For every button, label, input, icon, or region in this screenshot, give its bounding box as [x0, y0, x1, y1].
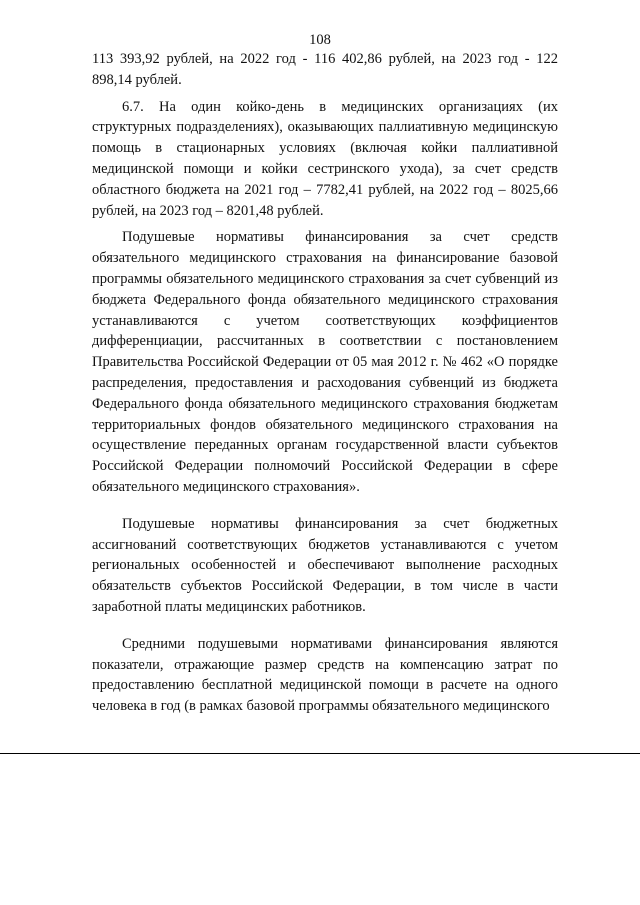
- document-body: [92, 49, 558, 733]
- paragraph-continuation: 113 393,92 рублей, на 2022 год - 116 402,86 рублей, на 2023 год - 122 898,14 рублей.: [92, 51, 558, 88]
- footer-divider: [0, 753, 640, 754]
- paragraph-oms-norms: Подушевые нормативы финансирования за счет средств обязательного медицинского страхования на финансирование базовой программы обязательного медицинского страхования за счет субвенций из бюджета Федерального фонда обязательного медицинского страхования устанавливаются с учетом соответствующих коэффициентов дифференциации, рассчитанных в соответствии с постановлением Правительства Российской Федерации от 05 мая 2012 г. № 462 «О порядке распределения, предоставления и расходования субвенций из бюджета Федерального фонда обязательного медицинского страхования бюджетам территориальных фондов обязательного медицинского страхования на осуществление переданных органам государственной власти субъектов Российской Федерации полномочий Российской Федерации в сфере обязательного медицинского страхования».: [92, 229, 558, 495]
- paragraph-average-norms: Средними подушевыми нормативами финансирования являются показатели, отражающие размер средств на компенсацию затрат по предоставлению бесплатной медицинской помощи в расчете на одного человека в год (в рамках базовой программы обязательного медицинского: [92, 635, 558, 715]
- page-number: 108: [309, 32, 331, 48]
- paragraph-budget-norms: Подушевые нормативы финансирования за счет бюджетных ассигнований соответствующих бюджетов устанавливаются с учетом региональных особенностей и обеспечивают выполнение расходных обязательств субъектов Российской Федерации, в том числе в части заработной платы медицинских работников.: [92, 515, 558, 615]
- paragraph-6-7: 6.7. На один койко-день в медицинских организациях (их структурных подразделениях), оказывающих паллиативную медицинскую помощь в стационарных условиях (включая койки паллиативной медицинской помощи и койки сестринского ухода), за счет средств областного бюджета на 2021 год – 7782,41 рублей, на 2022 год – 8025,66 рублей, на 2023 год – 8201,48 рублей.: [92, 98, 558, 219]
